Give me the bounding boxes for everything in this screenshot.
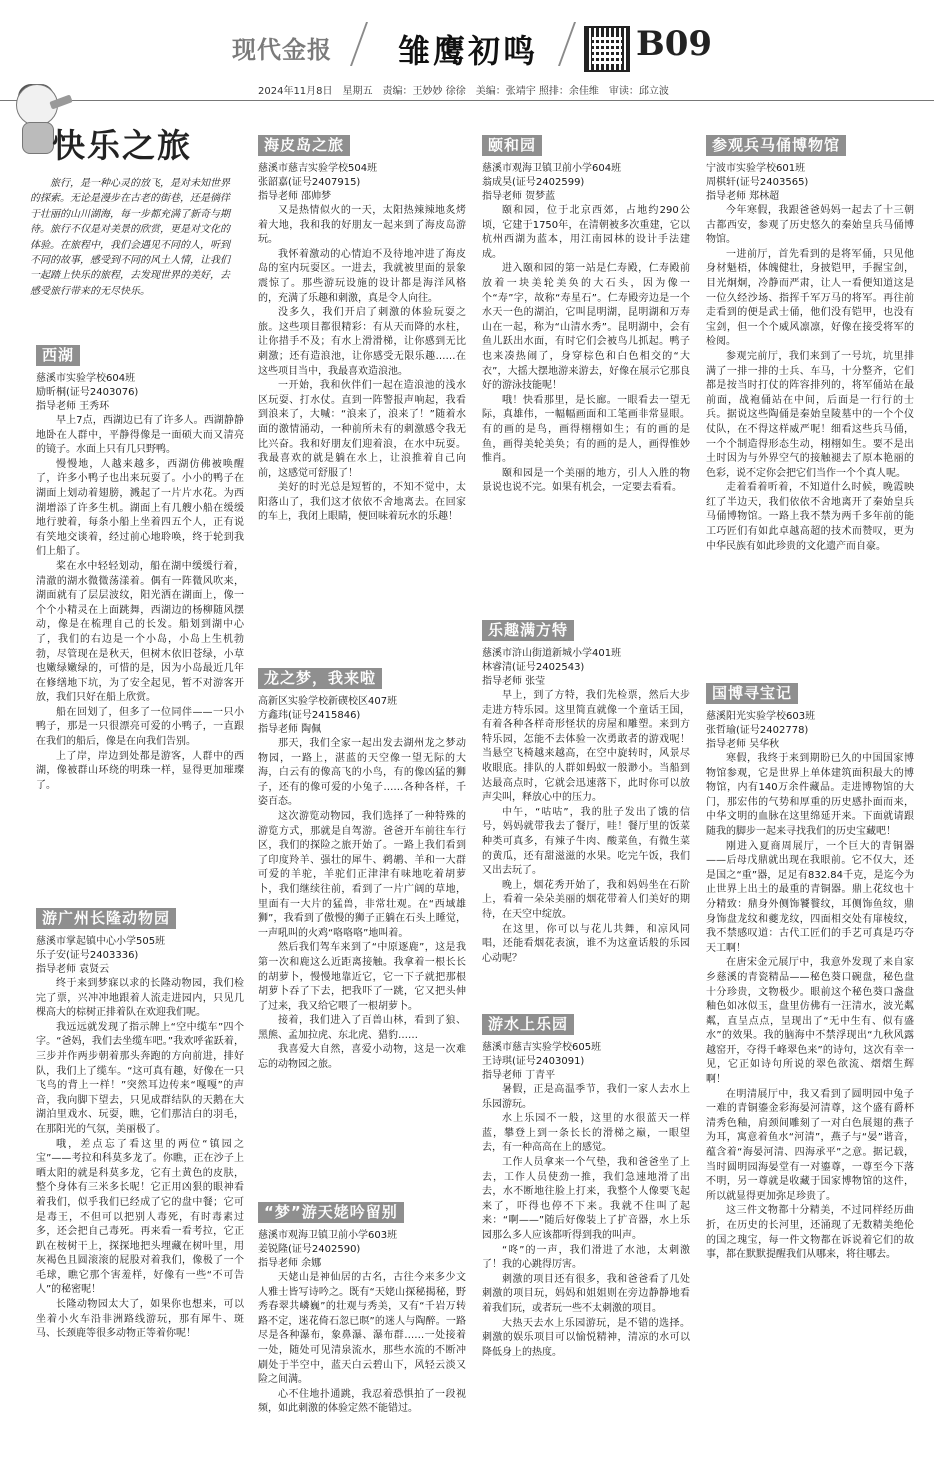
article-body [36,977,244,1342]
article-paragraph: 这次游览动物园，我们选择了一种特殊的游览方式，那就是自驾游。爸爸开车前往车行区，我们的探险之旅开始了。一路上我们看到了印度羚羊、强壮的犀牛、鹈鹕、羊和一大群可爱的羊驼，羊驼们正津津有味地吃着胡萝卜，我们继续往前，看到了一片广阔的草地，里面有一大片的猛兽，非常壮观。在“西域雄狮”，我看到了傲慢的狮子正躺在石头上睡觉，一声吼叫的火鸡“咯咯咯”地叫着。 [258,810,466,939]
article-heading: 海皮岛之旅 [258,135,350,156]
paper-name: 现代金报 [232,35,332,64]
article-paragraph: 参观完前厅，我们来到了一号坑，坑里排满了一排一排的士兵、车马，十分整齐，它们都是按当时打仗的阵容排列的，将军俑站在最前面，战袍俑站在中间，后面是一行行的士兵。据说这些陶俑是秦始皇陵墓中的一个个仪仗队，在不得这样威严呢！细看这些兵马俑，一个个制造得形态生动，栩栩如生。要不是出土时因为与外界空气的接触褪去了原本艳丽的色彩，说不定你会把它们当作一个个真人呢。 [706,350,914,479]
page-number: B09 [636,24,713,64]
article-heading: 游广州长隆动物园 [36,908,176,929]
article-teacher: 指导老师 余娜 [258,1258,322,1269]
article-heading: 游水上乐园 [482,1014,574,1035]
article-teacher: 指导老师 贺梦蓝 [482,191,556,202]
article-paragraph: 没多久，我们开启了刺激的体验玩耍之旅。这些项目都很精彩：有从天而降的水柱，让你措手不及；有水上滑滑梯，让你感到无比刺激；还有造浪池，让你感受无限乐趣……在这些项目当中，我最喜欢造浪池。 [258,307,466,377]
article-paragraph: 暑假，正是高温季节，我们一家人去水上乐园游玩。 [482,1084,690,1110]
article-paragraph: 这三件文物都十分精美，不过同样经历曲折，在历史的长河里，还涌现了无数精美绝伦的国之瑰宝，每一件文物都在诉说着它们的故事，都在默默提醒我们从哪来，将往哪去。 [706,1205,914,1261]
article-paragraph: 上了岸，岸边到处都是游客，人群中的西湖，像被群山环绕的明珠一样，显得更加璀璨了。 [36,750,244,791]
article-author: 王诗琪(证号2403091) [482,1056,585,1067]
article-author: 张哲瑜(证号2402778) [706,725,809,736]
article-school: 慈溪市掌起镇中心小学505班 [36,936,166,947]
divider-slash [558,22,576,66]
article-paragraph: 工作人员拿来一个气垫，我和爸爸坐了上去，工作人员使劲一推，我们急速地滑了出去，水不断地往脸上打来，我整个人像要飞起来了，吓得也停不下来。我就不住叫了起来：“啊——”随后好像装上了扩音器，水上乐园那么多人应该都听得到我的叫声。 [482,1156,690,1241]
article-xihu [36,345,244,905]
article-heading: 乐趣满方特 [482,620,574,641]
article-paragraph: 然后我们驾车来到了“中原逐鹿”，这是我第一次和鹿这么近距离接触。我拿着一根长长的胡萝卜，慢慢地靠近它，它一下子就把那根胡萝卜吞了下去，把我吓了一跳，它又把头伸了过来，我又给它喂了一根胡萝卜。 [258,942,466,1012]
article-paragraph: 又是热情似火的一天，太阳热辣辣地炙烤着大地，我和我的好朋友一起来到了海皮岛游玩。 [258,205,466,246]
article-fantawild [482,620,690,1010]
article-school: 高新区实验学校新碶校区407班 [258,696,398,707]
masthead [0,0,934,97]
article-body [706,752,914,1263]
article-author: 励昕桐(证号2403076) [36,387,139,398]
article-longzhimeng [258,668,466,1200]
article-author: 林睿清(证号2402543) [482,662,585,673]
article-author: 方鑫玮(证号2415846) [258,710,361,721]
article-paragraph: 心不住地扑通跳，我忍着恐惧拍了一段视频，如此刺激的体验定然不能错过。 [258,1388,466,1415]
article-author: 张韶嘉(证号2407915) [258,177,361,188]
article-school: 慈溪市浒山街道新城小学401班 [482,648,622,659]
article-school: 慈溪市观海卫镇卫前小学604班 [482,163,622,174]
article-paragraph: 颐和园是一个美丽的地方，引人入胜的物景说也说不完。如果有机会，一定要去看看。 [482,467,690,494]
article-teacher: 指导老师 吴华秋 [706,739,780,750]
article-changlong-zoo [36,908,244,1476]
article-heading: 国博寻宝记 [706,683,798,704]
article-teacher: 指导老师 王秀环 [36,401,110,412]
article-paragraph: 美好的时光总是短暂的，不知不觉中，太阳落山了，我们这才依依不舍地离去。在回家的车上，我闭上眼睛，便回味着玩水的乐趣！ [258,482,466,523]
article-paragraph: 那天，我们全家一起出发去湖州龙之梦动物园，一路上，湛蓝的天空像一望无际的大海，白云有的像高飞的小鸟，有的像凶猛的狮子，还有的像可爱的小兔子……各种各样，千姿百态。 [258,738,466,808]
article-paragraph: 在唐宋金元展厅中，我意外发现了来自家乡慈溪的青瓷精品——秘色葵口碗盘，秘色盘十分珍贵，文物极少。眼前这个秘色葵口盏盘釉色如冰似玉，盘里仿佛有一汪清水，波光粼粼，直呈点点，呈现出了“无中生有、似有盛水”的效果。我的脑海中不禁浮现出“九秋风露越窑开，夺得千峰翠色来”的诗句，这次有幸一见，它正如诗句所说的翠色欲流、熠熠生辉啊！ [706,957,914,1086]
article-paragraph: 颐和园，位于北京西郊，占地约290公顷，它建于1750年，在清朝被多次重建，它以杭州西湖为蓝本，用江南园林的设计手法建成。 [482,205,690,260]
edition-info: 2024年11月8日 星期五 责编：王妙妙 徐徐 美编：张靖宇 照排：余佳维 审读：邱立波 [258,86,669,97]
article-paragraph: 今年寒假，我跟爸爸妈妈一起去了十三朝古都西安，参观了历史悠久的秦始皇兵马俑博物馆。 [706,205,914,246]
article-heading: 参观兵马俑博物馆 [706,135,846,156]
article-paragraph: 早上，到了方特，我们先检票，然后大步走进方特乐园。这里简直就像一个童话王国，有着各种各样奇形怪状的房屋和雕塑。来到方特乐园，怎能不去体验一次勇敢者的游戏呢！当悬空飞椅越来越高，在空中旋转时，风景尽收眼底。排队的人群如蚂蚁一般渺小。当船到达最高点时，它就会迅速落下，此时你可以放声尖叫，释放心中的压力。 [482,690,690,804]
article-body [258,1271,466,1417]
article-school: 宁波市实验学校601班 [706,163,806,174]
article-school: 慈溪市实验学校604班 [36,373,136,384]
article-terracotta [706,135,914,680]
article-body [258,737,466,1073]
article-paragraph: 走着看着听着，不知道什么时候，晚霞映红了半边天，我们依依不舍地离开了秦始皇兵马俑博物馆。一路上我不禁为两千多年前的能工巧匠们有如此卓越高超的技术而赞叹，更为中华民族有如此珍贵的文化遗产而自豪。 [706,482,914,552]
article-paragraph: 进入颐和园的第一站是仁寿殿，仁寿殿前放着一块美轮美奂的大石头，因为像一个“寿”字，故称“寿星石”。仁寿殿旁边是一个水天一色的湖泊，它叫昆明湖，昆明湖和万寿山在一起，称为“山清水秀”。昆明湖中，会有鱼儿跃出水面，有时它们会被鸟儿抓起。鸭子也来凑热闹了，身穿棕色和白色相交的“大衣”，大摇大摆地游来游去，好像在展示它那良好的游泳技能呢！ [482,263,690,392]
article-school: 慈溪阳光实验学校603班 [706,711,816,722]
article-paragraph: 刚进入夏商周展厅，一个巨大的青铜器——后母戊鼎就出现在我眼前。它不仅大，还是国之“重”器，足足有832.84千克，是迄今为止世界上出土的最重的青铜器。鼎上花纹也十分精致：鼎身外侧饰饕餮纹，耳侧饰鱼纹，鼎身饰盘龙纹和夔龙纹，四面相交处有扉棱纹，我不禁感叹道：古代工匠们的手艺可真是巧夺天工啊！ [706,840,914,954]
article-water-park [482,1014,690,1474]
qr-code-icon [584,26,630,72]
article-body [482,1083,690,1360]
article-school: 慈溪市慈吉实验学校605班 [482,1042,602,1053]
article-body [482,204,690,496]
section-title: 快乐之旅 [52,126,192,165]
article-teacher: 指导老师 邵帅梦 [258,191,332,202]
article-paragraph: 水上乐园不一般，这里的水很蓝天一样蓝，攀登上到一条长长的滑梯之巅，一眼望去，有一种高高在上的感觉。 [482,1113,690,1154]
article-paragraph: 在这里，你可以与花儿共舞，和凉风同唱，还能看烟花表演，谁不为这童话般的乐园心动呢？ [482,923,690,964]
article-paragraph: 天姥山是神仙居的古名，古往今来多少文人雅士皆写诗吟之。既有“天姥山探秘揭秘，野秀春翠共嶙巍”的壮观与秀美，又有“千岩万转路不定，迷花倚石忽已暝”的迷人与陶醉。一路尽是各种瀑布，象鼻瀑、瀑布群……一处接着一处，随处可见清泉流水，那些水流的不断冲刷处于半空中，蓝天白云碧山下，风轻云淡又险之间满。 [258,1272,466,1386]
article-paragraph: 我远远就发现了指示牌上“空中缆车”四个字。“爸妈，我们去坐缆车吧。”我欢呼雀跃着，三步并作两步朝着那头奔跑的方向前进，排好队，我们上了缆车。“这可真有趣，好像在一只飞鸟的背上一样！”突然耳边传来“嘎嘎”的声音，我向脚下望去，只见成群结队的天鹅在大湖泊里戏水、玩耍，瞧，它们那洁白的羽毛，在那阳光的气氛，美丽极了。 [36,1021,244,1135]
article-paragraph: “咚”的一声，我们滑进了水池，太刺激了！我的心跳得厉害。 [482,1244,690,1271]
header-rule [0,100,934,101]
article-teacher: 指导老师 张莹 [482,676,546,687]
article-paragraph: 哦！快看那里，是长廊。一眼看去一望无际，真雄伟，一幅幅画面和工笔画非常显眼。有的画的是鸟，画得栩栩如生；有的画的是鱼，画得美轮美奂；有的画的是人，画得惟妙惟肖。 [482,394,690,465]
article-paragraph: 接着，我们进入了百兽山林，看到了狼、黑熊、孟加拉虎、东北虎、猎豹…… [258,1015,466,1041]
article-school: 慈溪市慈吉实验学校504班 [258,163,378,174]
article-paragraph: 长隆动物园太大了，如果你也想来，可以坐着小火车沿非洲路线游玩，那有犀牛、斑马、长颈鹿等很多动物正等着你呢！ [36,1299,244,1340]
article-body [258,204,466,525]
article-heading: 颐和园 [482,135,542,156]
article-paragraph: 我怀着激动的心情迫不及待地冲进了海皮岛的室内玩耍区。一进去，我就被里面的景象震惊了。那些游玩设施的设计都是海洋风格的，充满了乐趣和刺激，真是令人向往。 [258,248,466,304]
article-paragraph: 晚上，烟花秀开始了，我和妈妈坐在石阶上，看着一朵朵美丽的烟花带着人们美好的期待，在天空中绽放。 [482,879,690,920]
article-paragraph: 慢慢地，人越来越多，西湖仿佛被唤醒了，许多小鸭子也出来玩耍了。小小的鸭子在湖面上划动着翅膀，溅起了一片片水花。为西湖增添了许多生机。湖面上有几艘小船在缓缓地行驶着，每条小船上坐着四五个人，正有说有笑地交谈着，经过前心地聆唤，终于轮到我们上船了。 [36,458,244,558]
article-paragraph: 中午，“咕咕”，我的肚子发出了饿的信号，妈妈就带我去了餐厅，哇！餐厅里的饭菜种类可真多，有辣子牛肉、酸菜鱼，有微生菜的黄瓜，还有甜滋滋的水果。吃完午饭，我们又出去玩了。 [482,806,690,877]
section-intro: 旅行，是一种心灵的放飞，是对未知世界的探索。无论是漫步在古老的街巷，还是徜徉于壮丽的山川湖海，每一步都充满了新奇与期待。旅行不仅是对美景的欣赏，更是对文化的体验。在旅程中，我们会遇见不同的人，听到不同的故事，感受到不同的风土人情，让我们一起踏上快乐的旅程，去发现世界的美好，去感受旅行带来的无尽快乐。 [30,178,230,297]
column-name: 雏鹰初鸣 [398,32,539,70]
article-paragraph: 哦，差点忘了看这里的两位“镇园之宝”——考拉和科莫多龙了。你瞧，正在沙子上晒太阳的就是科莫多龙，它有土黄色的皮肤，整个身体有三米多长呢！它正用凶狠的眼神看着我们，似乎我们已经成了它的盘中餐；它可是毒王，不但可以把别人毒死，有时毒素过多，还会把自己毒死。再来看一看考拉，它正趴在桉树干上，探探地把头埋藏在树叶里，用灰褐色且圆滚滚的屁股对着我们，像极了一个毛球，瞧它那个害羞样，好像有一些“不可告人”的秘密呢！ [36,1138,244,1296]
article-paragraph: 船在回划了，但多了一位同伴——一只小鸭子，那是一只很漂亮可爱的小鸭子，一直跟在我们的船后，像是在向我们告别。 [36,706,244,748]
article-teacher: 指导老师 丁青平 [482,1070,556,1081]
article-body [482,689,690,966]
article-heading: 龙之梦，我来啦 [258,668,382,689]
article-paragraph: 一进前厅，首先看到的是将军俑，只见他身材魁梧，体魄健壮，身披铠甲，手握宝剑，目光炯炯，冷静而严肃，让人一看便知道这是一位久经沙场、指挥千军万马的将军。再往前走看到的便是武士俑，他们没有铠甲，也没有宝剑，但一个个威风凛凛，好像在接受将军的检阅。 [706,248,914,348]
article-paragraph: 寒假，我终于来到期盼已久的中国国家博物馆参观，它是世界上单体建筑面积最大的博物馆，内有140万余件藏品。走进博物馆的大门，那宏伟的气势和厚重的历史感扑面而来，中华文明的血脉在这里绵延开来。下面就请跟随我的脚步一起来寻找我们的历史宝藏吧！ [706,753,914,837]
article-paragraph: 在明清展厅中，我又看到了圆明园中兔子一难的青铜鎏金彩海晏河清尊，这个盛有爵杯清秀色釉，肩颈间雕刻了一对白色展翅的燕子为耳，寓意着鱼水“河清”，燕子与“晏”谐音，蕴含着“海晏河清、四海承平”之意。据记载，当时圆明园海晏堂有一对鎏尊，一尊至今下落不明，另一尊就是收藏于国家博物馆的这件，所以就显得更加弥足珍贵了。 [706,1088,914,1202]
article-haipi-island [258,135,466,665]
article-heading: 西湖 [36,345,80,366]
article-paragraph: 大热天去水上乐园游玩，是不错的选择。刺激的娱乐项目可以愉悦精神，清凉的水可以降低身上的热度。 [482,1317,690,1358]
article-teacher: 指导老师 袁贤云 [36,964,110,975]
article-paragraph: 刺激的项目还有很多，我和爸爸看了几处刺激的项目玩，妈妈和姐姐则在旁边静静地看着我们玩，或者玩一些不太刺激的项目。 [482,1273,690,1314]
article-teacher: 指导老师 陶佩 [258,724,322,735]
article-author: 乐子安(证号2403336) [36,950,139,961]
article-paragraph: 桨在水中轻轻划动，船在湖中缓缓行着，清澈的湖水微微荡漾着。偶有一阵微风吹来，湖面就有了层层波纹，阳光洒在湖面上，像一个个小精灵在上面跳舞，西湖边的杨柳随风摆动，像是在梳理自己的长发。船划到湖中心了，我们的右边是一个小岛，小岛上生机勃勃，尽管现在是秋天，但树木依旧苍绿，小草也嫩绿嫩绿的，可惜的是，因为小岛最近几年在修缮地下坑，为了安全起见，暂不对游客开放，我们只好在船上欣赏。 [36,560,244,704]
divider-slash [350,22,368,66]
article-school: 慈溪市观海卫镇卫前小学603班 [258,1230,398,1241]
article-author: 翁成昊(证号2402599) [482,177,585,188]
article-paragraph: 我喜爱大自然，喜爱小动物，这是一次难忘的动物园之旅。 [258,1044,466,1071]
article-body [36,414,244,793]
article-body [706,204,914,554]
article-author: 姜锐隆(证号2402590) [258,1244,361,1255]
article-paragraph: 终于来到梦寐以求的长隆动物园，我们检完了票，兴冲冲地跟着人流走进园内，只见几棵高大的棕树正排着队在欢迎我们呢。 [36,978,244,1019]
article-tianmu [258,1202,466,1474]
article-teacher: 指导老师 郑林超 [706,191,780,202]
article-summer-palace [482,135,690,615]
article-paragraph: 一开始，我和伙伴们一起在造浪池的浅水区玩耍、打水仗。直到一阵警报声响起，我看到浪来了，大喊：“浪来了，浪来了！”随着水面的激情涌动，一种前所未有的刺激感令我无比兴奋。我和好朋友们迎着浪，在水中玩耍。我最喜欢的就是躺在水上，让浪推着自己向前，这感觉可舒服了！ [258,380,466,479]
article-paragraph: 早上7点，西湖边已有了许多人。西湖静静地卧在人群中，平静得像是一面硕大而又清亮的镜子。水面上只有几只野鸭。 [36,415,244,456]
article-national-museum [706,683,914,1475]
article-heading: “梦”游天姥吟留别 [258,1202,404,1223]
article-author: 周棋轩(证号2403565) [706,177,809,188]
